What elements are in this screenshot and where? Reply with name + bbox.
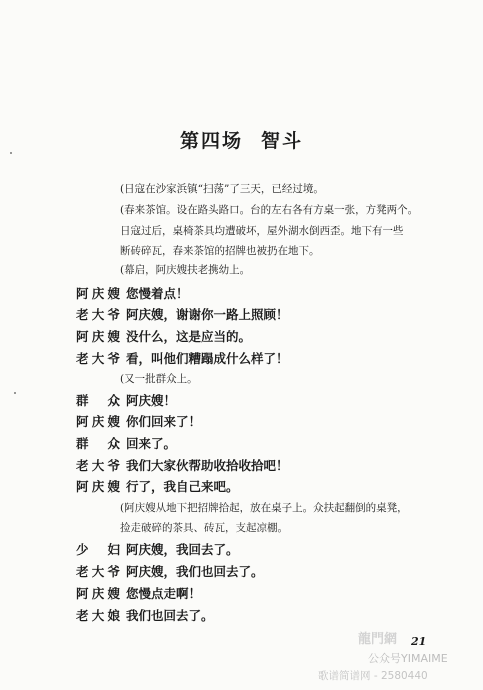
stage-direction: 断砖碎瓦，春来茶馆的招牌也被扔在地下。 <box>120 245 320 257</box>
scan-speck <box>14 392 16 394</box>
dialogue-line <box>76 350 456 370</box>
stage-direction: 捡走破碎的茶具、砖瓦，支起凉棚。 <box>120 522 288 534</box>
watermark-site: 歌谱简谱网 - 2580440 <box>318 670 428 682</box>
dialogue-line <box>76 478 456 498</box>
speech-text: 您慢点走啊！ <box>126 586 202 601</box>
dialogue-line <box>76 328 456 348</box>
speaker-name: 群众 <box>76 393 120 408</box>
dialogue-line <box>76 285 456 305</box>
speech-text: 回来了。 <box>126 436 177 451</box>
dialogue-line <box>76 413 456 433</box>
speaker-name: 老大爷 <box>76 351 120 366</box>
watermark-logo: 龍門網 <box>358 632 398 647</box>
speech-text: 阿庆嫂，谢谢你一路上照顾！ <box>126 307 289 322</box>
speech-text: 行了，我自己来吧。 <box>126 479 239 494</box>
speech-text: 阿庆嫂，我回去了。 <box>126 542 239 557</box>
speaker-name: 阿庆嫂 <box>76 286 120 301</box>
scene-title <box>0 126 483 153</box>
speech-text: 没什么，这是应当的。 <box>126 329 252 344</box>
speech-text: 阿庆嫂，我们也回去了。 <box>126 564 264 579</box>
speech-text: 您慢着点！ <box>126 286 189 301</box>
speech-text: 我们大家伙帮助收拾收拾吧！ <box>126 458 289 473</box>
speaker-name: 阿庆嫂 <box>76 329 120 344</box>
speaker-name: 老大娘 <box>76 608 120 623</box>
dialogue-line <box>76 607 456 627</box>
stage-direction: (春来茶馆。设在路头路口。台的左右各有方桌一张，方凳两个。 <box>120 204 419 216</box>
speaker-name: 老大爷 <box>76 307 120 322</box>
speaker-name: 阿庆嫂 <box>76 414 120 429</box>
dialogue-line <box>76 435 456 455</box>
stage-direction: (日寇在沙家浜镇“扫荡”了三天，已经过境。 <box>120 183 324 195</box>
dialogue-line <box>76 541 456 561</box>
speaker-name: 阿庆嫂 <box>76 479 120 494</box>
speaker-name: 少妇 <box>76 542 120 557</box>
watermark-wechat: 公众号YIMAIME <box>368 652 448 665</box>
stage-direction: (又一批群众上。 <box>120 373 198 385</box>
speech-text: 看，叫他们糟蹋成什么样了！ <box>126 351 289 366</box>
speech-text: 我们也回去了。 <box>126 608 214 623</box>
speech-text: 你们回来了！ <box>126 414 202 429</box>
speaker-name: 老大爷 <box>76 564 120 579</box>
stage-direction: 日寇过后，桌椅茶具均遭破坏，屋外湖水倒西歪。地下有一些 <box>120 225 404 237</box>
scene-title-number: 第四场 <box>179 130 243 152</box>
dialogue-line <box>76 306 456 326</box>
dialogue-line <box>76 563 456 583</box>
stage-direction: (阿庆嫂从地下把招牌拾起，放在桌子上。众扶起翻倒的桌凳， <box>120 502 408 514</box>
dialogue-line <box>76 585 456 605</box>
speaker-name: 老大爷 <box>76 458 120 473</box>
stage-direction: (幕启，阿庆嫂扶老携幼上。 <box>120 264 251 276</box>
speaker-name: 群众 <box>76 436 120 451</box>
scene-title-name: 智斗 <box>261 130 304 152</box>
speech-text: 阿庆嫂！ <box>126 393 177 408</box>
speaker-name: 阿庆嫂 <box>76 586 120 601</box>
page-number: 21 <box>411 635 427 648</box>
dialogue-line <box>76 457 456 477</box>
dialogue-line <box>76 392 456 412</box>
